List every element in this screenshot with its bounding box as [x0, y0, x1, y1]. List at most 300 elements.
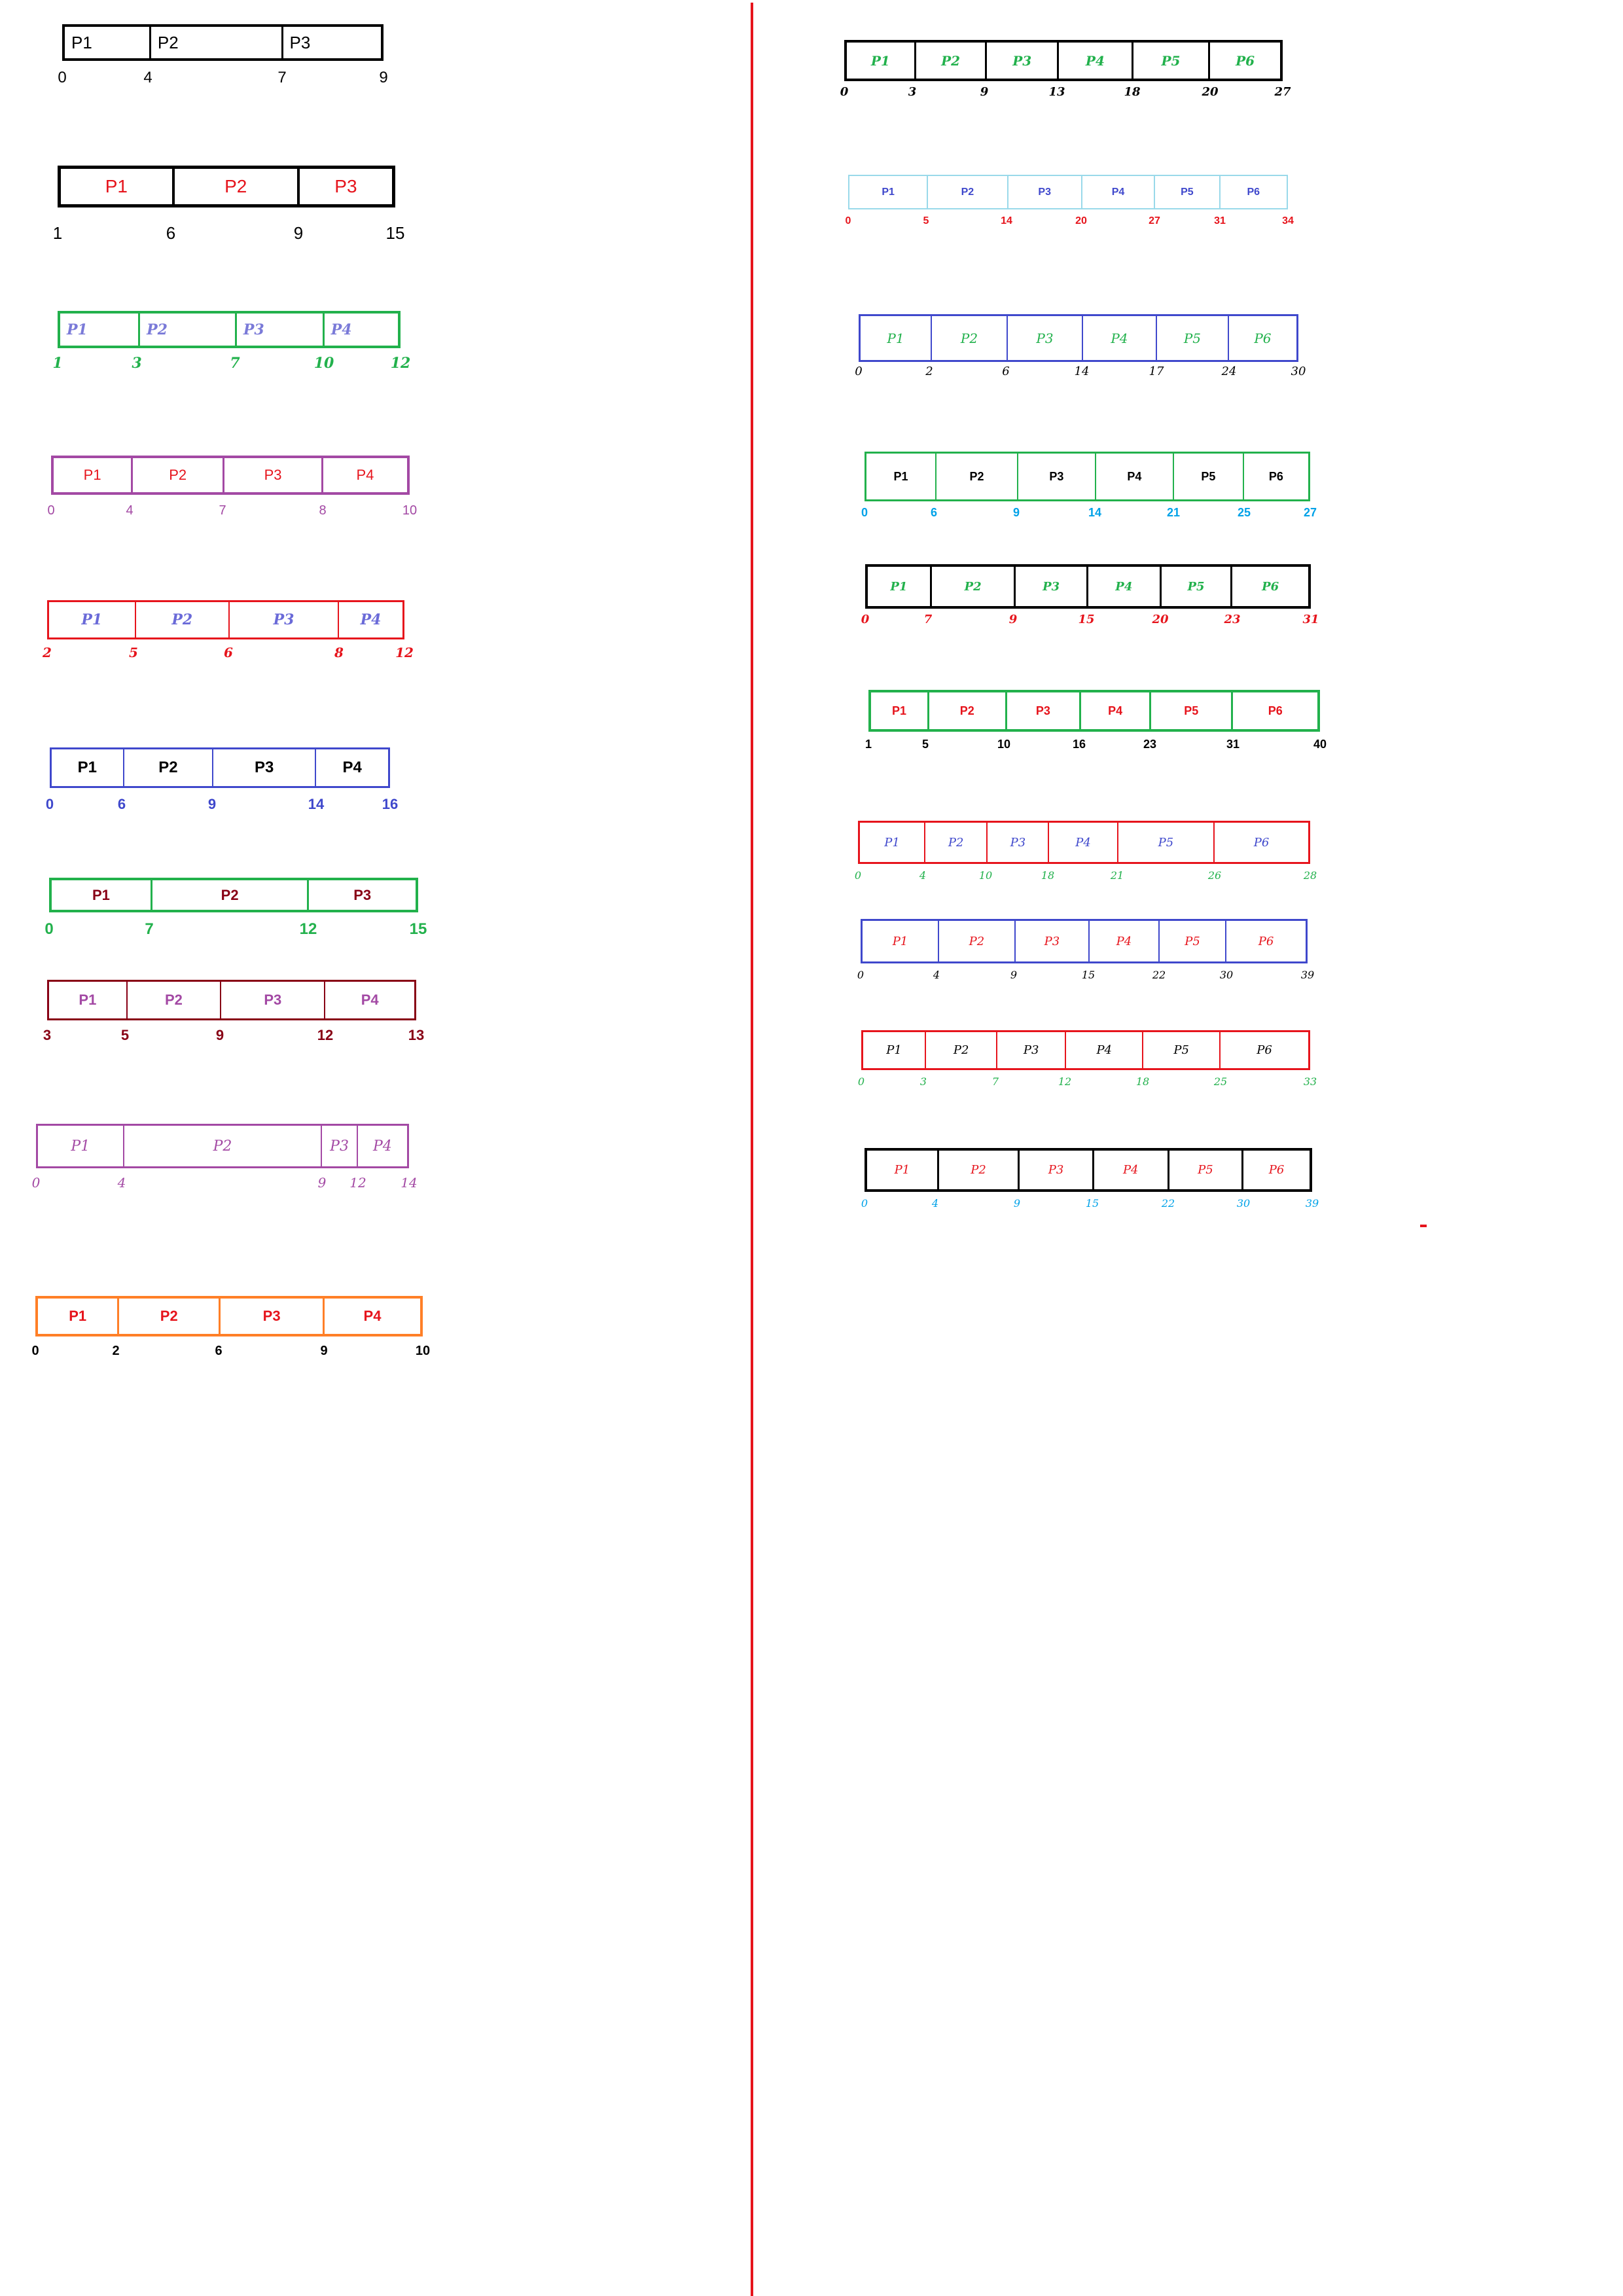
gantt-bar [865, 452, 1310, 501]
time-tick: 10 [313, 355, 334, 372]
gantt-bar [844, 40, 1283, 81]
time-tick: 26 [1207, 869, 1222, 882]
time-tick: 8 [334, 645, 344, 660]
process-label: P5 [1158, 835, 1174, 850]
process-cell [860, 823, 924, 862]
process-cell [1158, 921, 1225, 961]
process-cell [1213, 823, 1308, 862]
process-cell [1057, 43, 1132, 79]
process-label: P6 [1257, 1043, 1272, 1057]
process-cell [1241, 1151, 1310, 1189]
process-cell [126, 982, 220, 1018]
time-tick: 20 [1152, 613, 1169, 626]
process-cell [297, 169, 392, 204]
process-label: P4 [1122, 1163, 1139, 1177]
time-tick: 0 [854, 869, 862, 882]
gantt-bar [62, 24, 383, 61]
process-label: P2 [213, 1138, 232, 1155]
time-tick: 7 [991, 1075, 999, 1088]
process-cell [1142, 1032, 1219, 1068]
process-label: P1 [884, 835, 900, 850]
process-label: P1 [105, 176, 128, 196]
process-label: P4 [361, 992, 379, 1008]
time-tick: 9 [320, 1344, 328, 1358]
time-tick: 0 [47, 503, 55, 518]
process-label: P1 [67, 321, 88, 338]
process-cell [172, 169, 297, 204]
process-cell [985, 43, 1057, 79]
process-label: P3 [273, 611, 294, 628]
process-cell [117, 1299, 219, 1334]
process-label: P1 [886, 1043, 902, 1057]
process-cell [914, 43, 986, 79]
gantt-chart-right-4 [861, 452, 1317, 522]
process-cell [927, 692, 1005, 729]
process-cell [321, 458, 407, 492]
process-cell [323, 1299, 420, 1334]
time-tick: 3 [132, 355, 142, 372]
time-tick: 9 [317, 1175, 327, 1191]
process-label: P3 [1044, 934, 1060, 948]
gantt-bar [47, 980, 416, 1020]
time-tick: 10 [415, 1344, 431, 1358]
process-cell [986, 823, 1048, 862]
time-tick: 12 [1058, 1075, 1072, 1088]
gantt-bar [50, 747, 390, 788]
time-tick: 16 [382, 796, 399, 812]
process-cell [925, 1032, 996, 1068]
process-label: P4 [1085, 52, 1105, 69]
process-cell [863, 921, 938, 961]
time-tick: 1 [52, 223, 63, 243]
process-cell [220, 982, 324, 1018]
process-label: P4 [1127, 469, 1142, 483]
process-cell [323, 314, 398, 346]
process-cell [1007, 176, 1081, 208]
time-tick: 12 [349, 1175, 366, 1191]
time-tick: 22 [1152, 969, 1166, 981]
process-label: P2 [953, 1043, 969, 1057]
time-tick: 6 [930, 506, 938, 519]
gantt-chart-left-6 [45, 747, 399, 816]
time-tick: 27 [1274, 85, 1291, 99]
process-label: P2 [164, 992, 183, 1008]
process-label: P3 [1038, 186, 1051, 198]
process-label: P1 [83, 467, 101, 483]
process-cell [938, 921, 1014, 961]
time-tick: 0 [45, 796, 54, 812]
process-cell [937, 1151, 1018, 1189]
time-tick: 4 [117, 1175, 126, 1191]
process-label: P1 [69, 1308, 87, 1324]
process-label: P4 [1111, 330, 1128, 346]
gantt-chart-right-7 [854, 821, 1317, 885]
process-label: P5 [1183, 330, 1201, 346]
time-tick: 7 [230, 355, 240, 372]
time-tick: 4 [933, 969, 940, 981]
time-tick: 0 [845, 215, 851, 226]
time-tick: 4 [126, 503, 134, 518]
gantt-bar [49, 878, 418, 912]
process-label: P4 [1075, 835, 1091, 850]
time-tick: 5 [129, 645, 138, 660]
time-tick: 13 [1048, 85, 1065, 99]
time-tick: 5 [921, 738, 929, 751]
time-tick: 9 [215, 1027, 224, 1043]
process-label: P6 [1262, 579, 1279, 594]
process-label: P5 [1161, 52, 1181, 69]
gantt-chart-right-9 [857, 1030, 1317, 1091]
time-tick: 9 [379, 69, 388, 86]
time-tick: 0 [45, 920, 54, 938]
process-label: P3 [264, 467, 282, 483]
process-cell [996, 1032, 1065, 1068]
gantt-chart-right-3 [855, 314, 1306, 382]
time-tick: 6 [215, 1344, 223, 1358]
process-label: P1 [892, 934, 908, 948]
process-label: P3 [1049, 469, 1064, 483]
process-label: P4 [342, 759, 362, 776]
time-tick: 34 [1282, 215, 1294, 226]
process-cell [281, 27, 381, 58]
process-cell [1088, 921, 1158, 961]
time-tick: 4 [931, 1197, 939, 1210]
time-tick: 0 [31, 1175, 41, 1191]
process-cell [1208, 43, 1280, 79]
process-label: P3 [1035, 704, 1050, 717]
process-cell [151, 880, 308, 910]
gantt-chart-left-8 [43, 980, 425, 1047]
process-cell [212, 749, 315, 786]
time-tick: 20 [1075, 215, 1087, 226]
process-label: P3 [1036, 330, 1054, 346]
process-label: P4 [360, 611, 382, 628]
process-label: P1 [882, 186, 895, 198]
gantt-bar [868, 690, 1320, 732]
gantt-chart-left-5 [43, 600, 414, 663]
process-label: P3 [264, 992, 282, 1008]
process-cell [52, 749, 123, 786]
process-cell [1079, 692, 1149, 729]
process-cell [1168, 1151, 1242, 1189]
time-tick: 0 [840, 85, 849, 99]
time-tick: 30 [1219, 969, 1234, 981]
process-label: P3 [255, 759, 274, 776]
time-tick: 25 [1237, 506, 1251, 519]
process-cell [1225, 921, 1306, 961]
process-label: P5 [1184, 704, 1199, 717]
time-tick: 15 [1081, 969, 1096, 981]
process-label: P2 [964, 579, 982, 594]
process-cell [1149, 692, 1232, 729]
time-tick: 21 [1110, 869, 1124, 882]
process-label: P2 [971, 1163, 986, 1177]
time-tick: 18 [1135, 1075, 1150, 1088]
time-tick: 25 [1213, 1075, 1228, 1088]
time-tick: 22 [1161, 1197, 1175, 1210]
gantt-chart-right-10 [861, 1148, 1319, 1213]
process-label: P2 [961, 186, 974, 198]
process-cell [871, 692, 927, 729]
time-tick: 31 [1214, 215, 1226, 226]
process-cell [223, 458, 321, 492]
process-label: P3 [1023, 1043, 1039, 1057]
time-tick: 4 [143, 69, 152, 86]
process-label: P2 [221, 886, 239, 903]
gantt-chart-right-2 [845, 175, 1294, 230]
time-tick: 0 [58, 69, 67, 86]
gantt-bar [35, 1296, 423, 1336]
process-cell [849, 176, 927, 208]
time-tick: 14 [1001, 215, 1012, 226]
gantt-bar [865, 564, 1311, 609]
gantt-chart-right-1 [840, 40, 1291, 102]
process-label: P5 [1201, 469, 1216, 483]
gantt-bar [861, 1030, 1310, 1070]
process-label: P2 [960, 330, 978, 346]
time-tick: 0 [861, 506, 868, 519]
time-tick: 14 [401, 1175, 418, 1191]
process-cell [1014, 567, 1086, 606]
process-cell [1154, 176, 1219, 208]
process-label: P3 [330, 1138, 349, 1155]
process-cell [847, 43, 914, 79]
time-tick: 27 [1149, 215, 1160, 226]
time-tick: 10 [997, 738, 1011, 751]
column-divider [751, 3, 753, 2296]
time-tick: 2 [112, 1344, 120, 1358]
gantt-chart-left-1 [58, 24, 388, 90]
process-cell [1086, 567, 1160, 606]
time-tick: 6 [224, 645, 233, 660]
process-cell [219, 1299, 323, 1334]
gantt-bar [861, 919, 1308, 963]
time-tick: 0 [31, 1344, 39, 1358]
process-label: P5 [1173, 1043, 1189, 1057]
gantt-chart-left-3 [52, 311, 411, 374]
process-label: P2 [941, 52, 961, 69]
gantt-bar [58, 166, 395, 207]
process-cell [60, 314, 138, 346]
time-tick: 0 [857, 969, 865, 981]
time-tick: 30 [1236, 1197, 1251, 1210]
process-label: P4 [1108, 704, 1123, 717]
time-tick: 3 [908, 85, 917, 99]
time-tick: 24 [1221, 365, 1237, 378]
gantt-bar [58, 311, 401, 348]
process-cell [868, 567, 930, 606]
time-tick: 3 [919, 1075, 927, 1088]
process-cell [1160, 567, 1231, 606]
process-cell [49, 982, 126, 1018]
time-tick: 7 [923, 613, 933, 626]
time-tick: 16 [1072, 738, 1086, 751]
process-cell [61, 169, 172, 204]
process-cell [1092, 1151, 1168, 1189]
process-cell [1219, 176, 1287, 208]
process-cell [1219, 1032, 1308, 1068]
process-label: P1 [71, 32, 92, 52]
time-tick: 9 [1008, 613, 1018, 626]
time-tick: 28 [1303, 869, 1317, 882]
time-tick: 9 [980, 85, 989, 99]
time-tick: 9 [1012, 506, 1020, 519]
time-tick: 14 [1088, 506, 1102, 519]
time-tick: 1 [52, 355, 63, 372]
process-cell [321, 1126, 356, 1166]
process-label: P3 [262, 1308, 281, 1324]
time-tick: 7 [277, 69, 287, 86]
process-cell [1095, 454, 1173, 499]
time-tick: 2 [43, 645, 52, 660]
process-label: P1 [71, 1138, 90, 1155]
gantt-bar [859, 314, 1298, 362]
process-cell [867, 1151, 937, 1189]
process-label: P4 [330, 321, 352, 338]
process-label: P2 [169, 467, 187, 483]
time-tick: 15 [409, 920, 427, 938]
process-label: P4 [1111, 186, 1125, 198]
process-label: P1 [79, 992, 97, 1008]
time-tick: 14 [308, 796, 325, 812]
time-tick: 5 [120, 1027, 130, 1043]
gantt-bar [865, 1148, 1312, 1192]
time-tick: 30 [1291, 365, 1306, 378]
process-label: P6 [1254, 330, 1272, 346]
time-tick: 33 [1303, 1075, 1317, 1088]
process-label: P2 [157, 32, 179, 52]
process-cell [1156, 316, 1228, 360]
gantt-bar [848, 175, 1288, 209]
process-cell [1048, 823, 1116, 862]
process-cell [65, 27, 149, 58]
time-tick: 1 [865, 738, 872, 751]
process-cell [315, 749, 388, 786]
process-cell [1014, 921, 1088, 961]
time-tick: 0 [855, 365, 863, 378]
time-tick: 23 [1143, 738, 1157, 751]
process-label: P2 [969, 469, 984, 483]
process-cell [1173, 454, 1243, 499]
time-tick: 12 [299, 920, 317, 938]
process-cell [135, 602, 228, 637]
process-label: P2 [171, 611, 193, 628]
gantt-chart-right-6 [865, 690, 1327, 754]
process-cell [1018, 1151, 1092, 1189]
process-cell [307, 880, 416, 910]
process-cell [1017, 454, 1095, 499]
gantt-bar [36, 1124, 409, 1168]
process-label: P2 [948, 835, 964, 850]
process-cell [1007, 316, 1082, 360]
process-label: P1 [890, 579, 908, 594]
process-cell [927, 176, 1007, 208]
process-label: P5 [1187, 579, 1205, 594]
process-cell [49, 602, 135, 637]
process-cell [38, 1126, 123, 1166]
process-label: P5 [1185, 934, 1200, 948]
time-tick: 6 [166, 223, 176, 243]
time-tick: 31 [1302, 613, 1319, 626]
time-tick: 7 [145, 920, 154, 938]
process-label: P6 [1247, 186, 1260, 198]
gantt-bar [858, 821, 1310, 864]
time-tick: 18 [1124, 85, 1141, 99]
process-label: P4 [1116, 934, 1132, 948]
process-label: P1 [77, 759, 98, 776]
process-label: P3 [334, 176, 357, 196]
time-tick: 21 [1166, 506, 1181, 519]
process-cell [1081, 176, 1154, 208]
process-label: P3 [1010, 835, 1026, 850]
process-label: P5 [1198, 1163, 1213, 1177]
process-cell [357, 1126, 407, 1166]
process-cell [924, 823, 986, 862]
process-cell [324, 982, 414, 1018]
time-tick: 4 [919, 869, 927, 882]
process-cell [1065, 1032, 1142, 1068]
time-tick: 18 [1041, 869, 1055, 882]
process-cell [1231, 692, 1317, 729]
time-tick: 13 [408, 1027, 425, 1043]
gantt-chart-right-8 [857, 919, 1315, 984]
process-label: P3 [1043, 579, 1060, 594]
process-label: P1 [893, 469, 908, 483]
process-label: P1 [81, 611, 103, 628]
process-cell [54, 458, 131, 492]
process-label: P4 [372, 1138, 392, 1155]
time-tick: 39 [1305, 1197, 1319, 1210]
time-tick: 9 [1010, 969, 1018, 981]
process-cell [1243, 454, 1308, 499]
process-cell [861, 316, 931, 360]
process-cell [131, 458, 223, 492]
time-tick: 10 [402, 503, 418, 518]
process-label: P2 [224, 176, 247, 196]
time-tick: 8 [319, 503, 327, 518]
process-label: P6 [1268, 1163, 1285, 1177]
time-tick: 10 [978, 869, 993, 882]
process-cell [863, 1032, 925, 1068]
time-tick: 3 [43, 1027, 52, 1043]
gantt-chart-left-9 [31, 1124, 418, 1193]
process-cell [930, 567, 1014, 606]
process-cell [123, 749, 212, 786]
time-tick: 6 [1002, 365, 1010, 378]
process-cell [149, 27, 281, 58]
time-tick: 12 [395, 645, 414, 660]
time-tick: 0 [857, 1075, 865, 1088]
time-tick: 39 [1300, 969, 1315, 981]
process-cell [338, 602, 402, 637]
time-tick: 9 [293, 223, 304, 243]
time-tick: 9 [207, 796, 217, 812]
process-label: P6 [1236, 52, 1255, 69]
process-cell [866, 454, 935, 499]
process-label: P3 [243, 321, 264, 338]
process-label: P2 [158, 759, 178, 776]
process-cell [1228, 316, 1296, 360]
time-tick: 0 [861, 613, 870, 626]
process-cell [935, 454, 1017, 499]
stray-mark [1420, 1225, 1427, 1227]
process-cell [931, 316, 1007, 360]
time-tick: 15 [385, 223, 405, 243]
time-tick: 12 [317, 1027, 334, 1043]
time-tick: 0 [861, 1197, 868, 1210]
process-label: P2 [959, 704, 974, 717]
gantt-chart-left-4 [47, 456, 418, 521]
